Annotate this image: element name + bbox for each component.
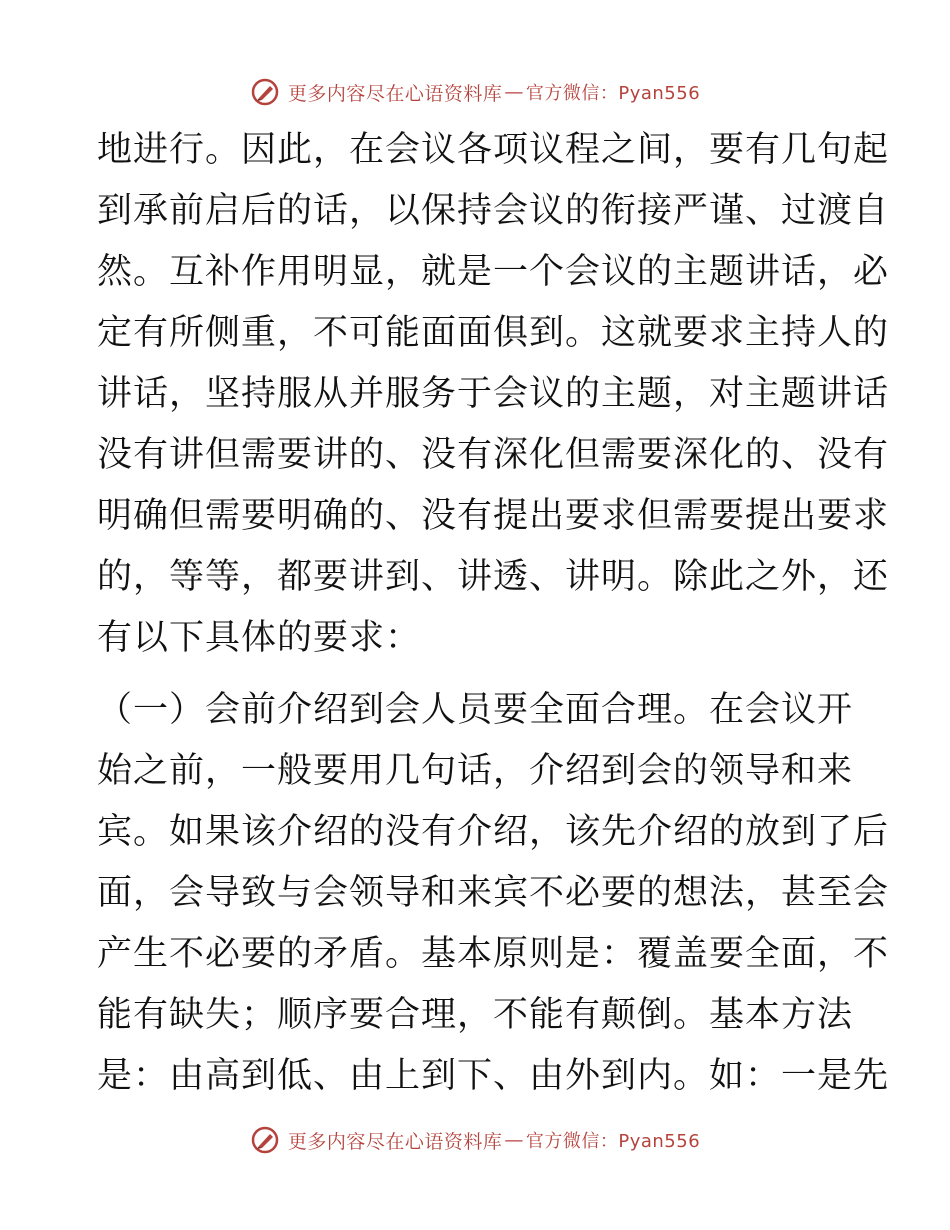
pen-logo-icon: [250, 77, 280, 107]
paragraph-1: [97, 120, 890, 669]
text-line: 地进行。因此，在会议各项议程之间，要有几句起: [97, 130, 890, 170]
watermark-contact: 官方微信：Pyan556: [525, 83, 701, 104]
text-line: 有以下具体的要求：: [97, 618, 422, 658]
text-line: 的，等等，都要讲到、讲透、讲明。除此之外，还: [97, 557, 890, 597]
text-line: 始之前，一般要用几句话，介绍到会的领导和来: [97, 751, 854, 791]
text-line: （一）会前介绍到会人员要全面合理。在会议开: [97, 690, 854, 730]
header-watermark: [0, 70, 950, 114]
text-line: 面，会导致与会领导和来宾不必要的想法，甚至会: [97, 873, 890, 913]
paragraph-gap: [97, 669, 857, 680]
pen-logo-icon: [250, 1125, 280, 1155]
watermark-text: 更多内容尽在心语资料库: [287, 82, 503, 105]
text-line: 到承前启后的话，以保持会议的衔接严谨、过渡自: [97, 191, 890, 231]
text-line: 产生不必要的矛盾。基本原则是：覆盖要全面，不: [97, 934, 890, 974]
footer-watermark: [0, 1118, 950, 1162]
text-line: 能有缺失；顺序要合理，不能有颠倒。基本方法: [97, 995, 854, 1035]
watermark-separator: —: [504, 81, 524, 103]
text-line: 是：由高到低、由上到下、由外到内。如：一是先: [97, 1056, 890, 1096]
paragraph-2: [97, 680, 890, 1107]
text-line: 明确但需要明确的、没有提出要求但需要提出要求: [97, 496, 890, 536]
watermark-separator: —: [504, 1129, 524, 1151]
document-body: [97, 120, 890, 1107]
text-line: 宾。如果该介绍的没有介绍，该先介绍的放到了后: [97, 812, 890, 852]
watermark-contact: 官方微信：Pyan556: [525, 1131, 701, 1152]
text-line: 定有所侧重，不可能面面俱到。这就要求主持人的: [97, 313, 890, 353]
watermark-text: 更多内容尽在心语资料库: [287, 1130, 503, 1153]
text-line: 然。互补作用明显，就是一个会议的主题讲话，必: [97, 252, 890, 292]
text-line: 没有讲但需要讲的、没有深化但需要深化的、没有: [97, 435, 890, 475]
text-line: 讲话，坚持服从并服务于会议的主题，对主题讲话: [97, 374, 890, 414]
